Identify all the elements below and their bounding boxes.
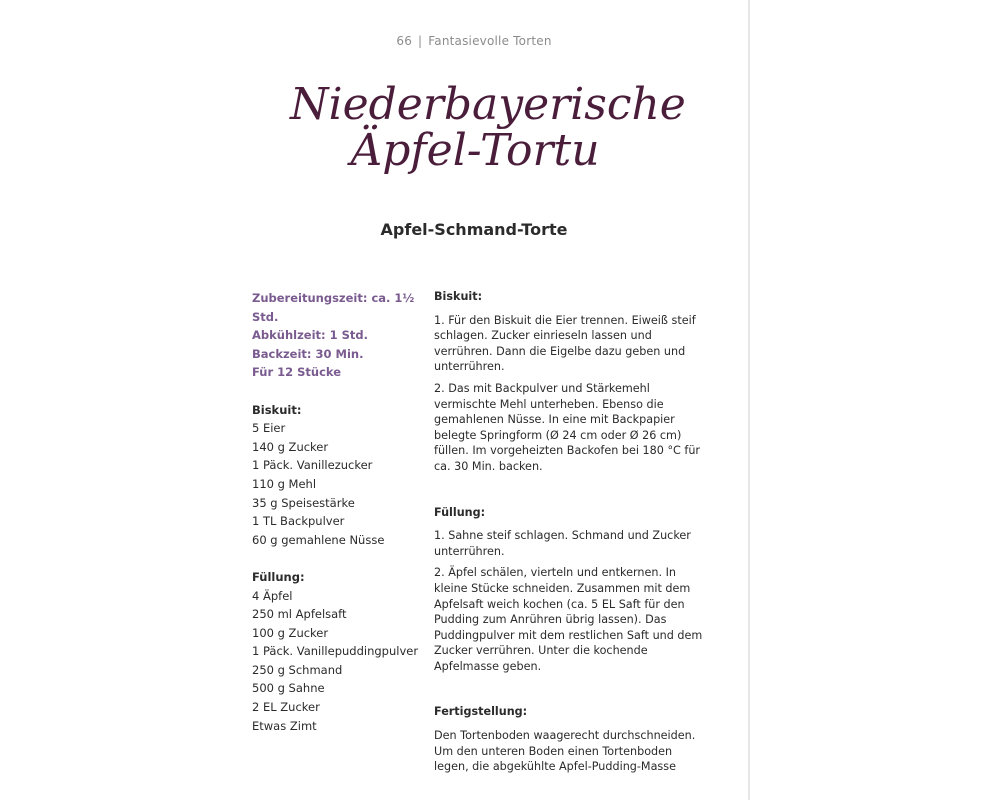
ingredients-column [252, 289, 422, 735]
ingredient-item: 35 g Speisestärke [252, 495, 355, 510]
chapter-title: Fantasievolle Torten [428, 34, 552, 48]
instructions-biskuit-heading: Biskuit: [434, 290, 483, 303]
ingredients-fuellung-heading: Füllung: [252, 569, 305, 584]
ingredient-item: 500 g Sahne [252, 681, 325, 696]
ingredient-item: 1 Päck. Vanillepuddingpulver [252, 644, 419, 659]
bake-time: Backzeit: 30 Min. [252, 346, 364, 361]
instruction-step: 1. Für den Biskuit die Eier trennen. Eiweiß steif schlagen. Zucker einrieseln lassen und verrühren. Dann die Eigelbe dazu geben und unterrühren. [434, 313, 696, 374]
recipe-title [290, 79, 686, 177]
prep-time: Zubereitungszeit: ca. 1½ Std. [252, 291, 415, 324]
running-header [0, 34, 948, 48]
ingredient-item: 5 Eier [252, 421, 286, 436]
section-spacer [434, 481, 706, 505]
instruction-step: Den Tortenboden waagerecht durchschneiden. Um den unteren Boden einen Tortenboden legen, die abgekühlte Apfel-Pudding-Masse [434, 729, 696, 774]
instruction-step: 1. Sahne steif schlagen. Schmand und Zucker unterrühren. [434, 529, 691, 558]
ingredient-item: 1 Päck. Vanillezucker [252, 458, 373, 473]
ingredient-item: 110 g Mehl [252, 476, 317, 491]
instructions-fertigstellung-heading: Fertigstellung: [434, 705, 528, 719]
page-edge-divider [748, 0, 750, 800]
ingredient-item: 250 ml Apfelsaft [252, 607, 347, 622]
instructions-column [434, 289, 706, 781]
instruction-step: 2. Äpfel schälen, vierteln und entkernen. In kleine Stücke schneiden. Zusammen mit dem Apfelsaft weich kochen (ca. 5 EL Saft für den Pudding zum Anrühren übrig lassen). Das Puddingpulver mit dem restlichen Saft und dem Zucker verrühren. Unter die kochende Apfelmasse geben. [434, 566, 703, 673]
cool-time: Abkühlzeit: 1 Std. [252, 328, 369, 343]
ingredient-item: 4 Äpfel [252, 588, 293, 603]
instructions-fuellung-heading: Füllung: [434, 505, 486, 519]
ingredient-item: 1 TL Backpulver [252, 514, 345, 529]
ingredient-item: 2 EL Zucker [252, 700, 320, 715]
recipe-title-line-2: Äpfel-Tortu [350, 125, 600, 177]
page-number: 66 [396, 34, 413, 48]
header-separator: | [418, 34, 423, 48]
instruction-step: 2. Das mit Backpulver und Stärkemehl vermischte Mehl unterheben. Ebenso die gemahlenen Nüsse. In eine mit Backpapier belegte Springform (Ø 24 cm oder Ø 26 cm) füllen. Im vorgeheizten Backofen bei 180 °C für ca. 30 Min. backen. [434, 381, 701, 473]
section-spacer [434, 680, 706, 704]
recipe-subtitle: Apfel-Schmand-Torte [380, 220, 568, 239]
ingredients-biskuit-heading: Biskuit: [252, 402, 302, 417]
ingredient-item: 140 g Zucker [252, 439, 329, 454]
ingredient-item: Etwas Zimt [252, 718, 317, 733]
ingredient-item: 100 g Zucker [252, 625, 329, 640]
recipe-title-line-1: Niederbayerische [290, 79, 686, 130]
servings: Für 12 Stücke [252, 365, 342, 380]
ingredient-item: 60 g gemahlene Nüsse [252, 532, 385, 547]
ingredient-item: 250 g Schmand [252, 662, 343, 677]
